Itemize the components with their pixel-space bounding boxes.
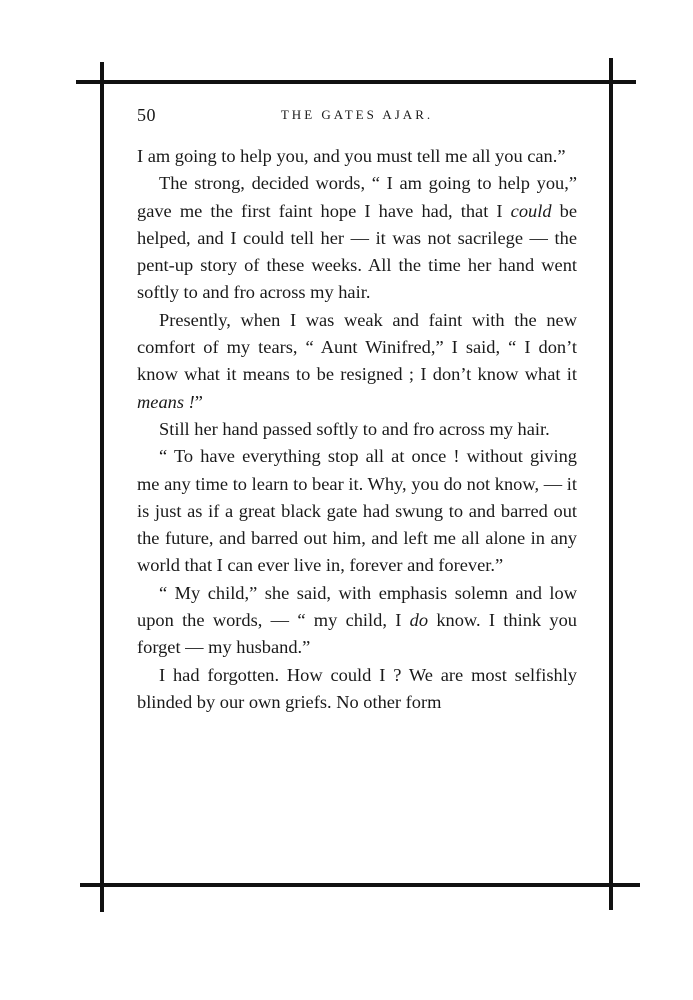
text-segment: Still her hand passed softly to and fro across my hair. — [159, 418, 550, 439]
text-segment: Presently, when I was weak and faint with the new comfort of my tears, “ Aunt Winifred,” I said, “ I don’t know what it means to be resigned ; I don’t know what it — [137, 309, 577, 385]
page-header — [137, 105, 577, 127]
text-segment: I had forgotten. How could I ? We are most selfishly blinded by our own griefs. No other form — [137, 664, 577, 712]
body-text — [137, 143, 577, 716]
paragraph — [137, 170, 577, 306]
paragraph — [137, 143, 577, 170]
italic-text: could — [510, 200, 552, 221]
italic-text: do — [409, 610, 429, 631]
text-segment: I am going to help you, and you must tell me all you can.” — [137, 146, 566, 166]
text-segment: know. I think you forget — my husband.” — [137, 610, 577, 658]
left-rule — [100, 62, 104, 912]
page-number: 50 — [137, 105, 156, 125]
text-segment: ” — [194, 391, 203, 412]
paragraph — [137, 416, 577, 443]
bottom-rule — [80, 883, 640, 887]
paragraph — [137, 580, 577, 662]
running-head: THE GATES AJAR. — [280, 107, 434, 122]
text-segment: “ My child,” she said, with emphasis solemn and low upon the words, — “ my child, I — [137, 582, 577, 631]
text-segment: be helped, and I could tell her — it was not sacrilege — the pent-up story of these weeks. All the time her hand went softly to and fro across my hair. — [137, 200, 577, 303]
text-segment: The strong, decided words, “ I am going to help you,” gave me the first faint hope I have had, that I — [137, 173, 577, 221]
italic-text: means ! — [137, 391, 195, 412]
right-rule — [609, 58, 613, 910]
paragraph — [137, 307, 577, 416]
paragraph — [137, 662, 577, 717]
text-segment: “ To have everything stop all at once ! without giving me any time to learn to bear it. Why, you do not know, — it is just as if a great black gate had swung to and barred out the future, and barred out him, and left me all alone in any world that I can ever live in, forever and forever.” — [137, 446, 577, 576]
paragraph — [137, 443, 577, 579]
top-rule — [76, 80, 636, 84]
